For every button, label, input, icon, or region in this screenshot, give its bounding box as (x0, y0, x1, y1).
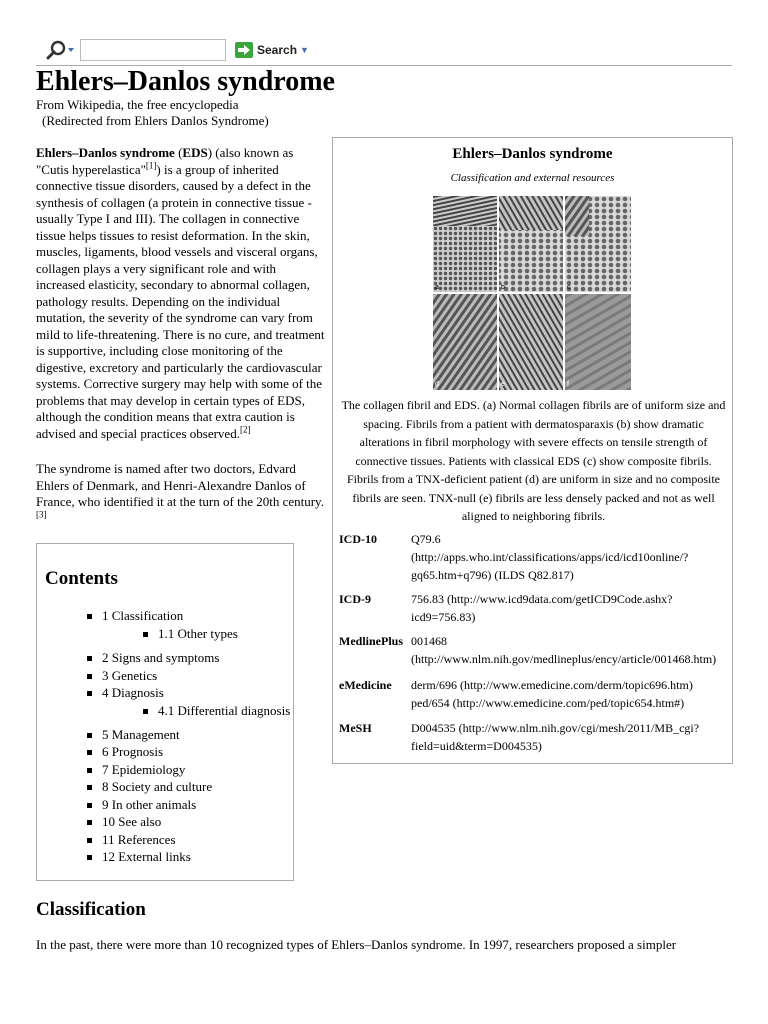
bullet-icon (87, 674, 92, 679)
image-caption: The collagen fibril and EDS. (a) Normal collagen fibrils are of uniform size and spacing. Fibrils from a patient with dermatosparaxis (b) show dramatic alterations in fibril morphology with severe effects on tensile strength of connective tissues. Patients with classical EDS (c) show composite fibrils. Fibrils from a TNX-deficient patient (d) are uniform in size and no composite fibrils are seen. TNX-null (e) fibrils are less densely packed and not as well aligned to neighboring fibrils. (341, 398, 726, 523)
toc-item[interactable] (87, 685, 164, 701)
infobox (332, 137, 733, 764)
bullet-icon (143, 632, 148, 637)
micrograph-panel-a-fibrils (433, 196, 497, 226)
chevron-down-icon[interactable]: ▼ (300, 45, 309, 55)
toc-link[interactable]: 4.1 Differential diagnosis (158, 703, 291, 718)
toc-link[interactable]: 12 External links (102, 849, 191, 864)
toc-link[interactable]: 9 In other animals (102, 797, 197, 812)
toc-item[interactable] (87, 668, 157, 684)
term-bold: Ehlers–Danlos syndrome (36, 145, 175, 160)
search-button-label: Search (257, 43, 298, 57)
bullet-icon (87, 691, 92, 696)
toc-item[interactable] (143, 626, 238, 642)
search-icon[interactable] (44, 40, 76, 60)
row-value-line[interactable]: 001468 (411, 634, 447, 648)
toc-item[interactable] (87, 608, 183, 624)
toc-item[interactable] (87, 650, 219, 666)
reference-link[interactable]: [3] (36, 509, 47, 520)
row-value-line[interactable]: Q79.6 (411, 532, 441, 546)
toc-link[interactable]: 1.1 Other types (158, 626, 238, 641)
toc-link[interactable]: 6 Prognosis (102, 744, 164, 759)
bullet-icon (87, 785, 92, 790)
row-value-line[interactable]: 756.83 (http://www.icd9data.com/getICD9Code.ashx? (411, 592, 673, 606)
row-value-line[interactable]: (http://apps.who.int/classifications/apps/icd/icd10online/? (411, 550, 689, 564)
bullet-icon (87, 803, 92, 808)
toc-item[interactable] (87, 814, 161, 830)
toc-item[interactable] (87, 762, 185, 778)
panel-label: a (435, 284, 439, 291)
infobox-title: Ehlers–Danlos syndrome (452, 146, 613, 162)
page-title: Ehlers–Danlos syndrome (36, 66, 335, 97)
site-subtitle: From Wikipedia, the free encyclopedia (36, 97, 239, 112)
redirect-notice: (Redirected from Ehlers Danlos Syndrome) (42, 113, 269, 128)
infobox-subtitle: Classification and external resources (450, 172, 615, 184)
bullet-icon (87, 656, 92, 661)
toc-link[interactable]: 5 Management (102, 727, 180, 742)
panel-label: f (567, 381, 569, 388)
row-value (411, 590, 731, 626)
toc-link[interactable]: 3 Genetics (102, 668, 158, 683)
toc-item[interactable] (87, 797, 196, 813)
search-bar (0, 0, 768, 66)
toc-title: Contents (45, 568, 118, 589)
row-value-line[interactable]: D004535 (http://www.nlm.nih.gov/cgi/mesh/2011/MB_cgi? (411, 721, 700, 735)
abbr-bold: EDS (182, 145, 208, 160)
row-label[interactable]: MedlinePlus (339, 634, 404, 648)
toc-link[interactable]: 11 References (102, 832, 176, 847)
micrograph-panel-d (433, 294, 497, 390)
toc-item[interactable] (87, 832, 176, 848)
toc-link[interactable]: 4 Diagnosis (102, 685, 164, 700)
row-value (411, 632, 736, 668)
toc-item[interactable] (87, 779, 212, 795)
intro-paragraph (36, 145, 326, 442)
micrograph-panel-c-fibrils (565, 196, 589, 236)
row-value-line[interactable]: icd9=756.83) (411, 610, 476, 624)
search-button[interactable] (235, 41, 309, 59)
row-value-line[interactable]: ped/654 (http://www.emedicine.com/ped/topic654.htm#) (411, 696, 685, 710)
text-fragment: ) is a group of inherited connective tissue disorders, caused by a defect in the synthesis of collagen (a protein in connective tissue - usually Type I and III). The collagen in connective tissue helps tissues to resist deformation. In the skin, muscles, ligaments, blood vessels and visceral organs, collagen plays a very significant role and with increased elasticity, secondary to abnormal collagen, pathology results. Depending on the individual mutation, the severity of the syndrome can vary from mild to life-threatening. There is no cure, and treatment is supportive, including close monitoring of the digestive, excretory and particularly the cardiovascular systems. Corrective surgery may help with some of the problems that may develop in certain types of EDS, although the condition means that extra caution is advised and special practices observed. (36, 161, 325, 441)
history-paragraph (36, 461, 326, 527)
toc-link[interactable]: 8 Society and culture (102, 779, 213, 794)
row-value (411, 530, 731, 584)
toc-link[interactable]: 2 Signs and symptoms (102, 650, 220, 665)
row-label[interactable]: eMedicine (339, 678, 392, 692)
bullet-icon (87, 614, 92, 619)
toc-item[interactable] (87, 849, 191, 865)
micrograph-panel-f (565, 294, 631, 390)
bullet-icon (87, 820, 92, 825)
text-fragment: ( (174, 145, 183, 160)
row-value (411, 676, 731, 712)
toc-item[interactable] (87, 744, 163, 760)
row-label[interactable]: ICD-9 (339, 592, 371, 606)
row-label[interactable]: MeSH (339, 721, 372, 735)
toc-link[interactable]: 10 See also (102, 814, 162, 829)
micrograph-panel-e (499, 294, 563, 390)
panel-label: d (435, 381, 439, 388)
row-value (411, 719, 731, 755)
bullet-icon (143, 709, 148, 714)
section-heading-classification: Classification (36, 899, 146, 920)
panel-label: c (567, 284, 571, 291)
bullet-icon (87, 733, 92, 738)
text-fragment: ) (also known as "Cutis hyperelastica" (36, 145, 294, 177)
panel-label: e (501, 381, 505, 388)
bullet-icon (87, 855, 92, 860)
search-input[interactable] (80, 39, 226, 61)
row-value-line[interactable]: gq65.htm+q796) (ILDS Q82.817) (411, 568, 574, 582)
text-fragment: The syndrome is named after two doctors, Edvard Ehlers of Denmark, and Henri-Alexandre Danlos of France, who identified it at the turn of the 20th century. (36, 461, 324, 509)
go-arrow-icon (235, 42, 253, 58)
row-value-line[interactable]: field=uid&term=D004535) (411, 739, 542, 753)
row-value-line[interactable]: derm/696 (http://www.emedicine.com/derm/topic696.htm) (411, 678, 693, 692)
micrograph-panel-b-fibrils (499, 196, 563, 230)
reference-link[interactable]: [2] (239, 424, 251, 435)
table-of-contents (36, 543, 294, 881)
classification-paragraph: In the past, there were more than 10 recognized types of Ehlers–Danlos syndrome. In 1997, researchers proposed a simpler (36, 937, 677, 952)
bullet-icon (87, 768, 92, 773)
toc-link[interactable]: 1 Classification (102, 608, 184, 623)
bullet-icon (87, 838, 92, 843)
toc-link[interactable]: 7 Epidemiology (102, 762, 186, 777)
row-value-line[interactable]: (http://www.nlm.nih.gov/medlineplus/ency/article/001468.htm) (411, 652, 717, 666)
reference-link[interactable]: [1] (145, 160, 157, 171)
row-label[interactable]: ICD-10 (339, 532, 377, 546)
toc-item[interactable] (87, 727, 180, 743)
bullet-icon (87, 750, 92, 755)
toc-item[interactable] (143, 703, 290, 719)
panel-label: b (501, 284, 505, 291)
micrograph-image[interactable] (433, 196, 631, 390)
